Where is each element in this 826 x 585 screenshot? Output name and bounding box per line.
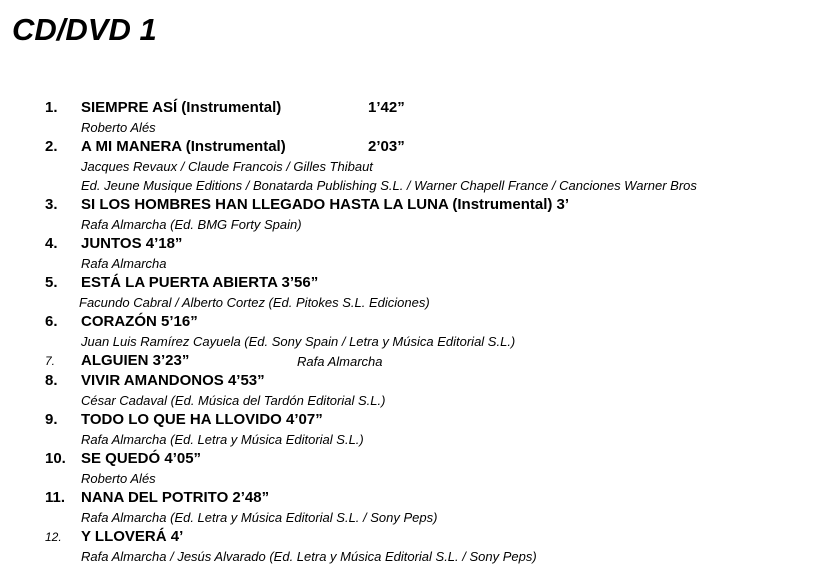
track-header [0,351,826,371]
track-credit: Facundo Cabral / Alberto Cortez (Ed. Pitokes S.L. Ediciones) [79,295,430,310]
track-item [0,527,826,566]
track-credit: Jacques Revaux / Claude Francois / Gilles Thibaut [81,159,373,174]
track-credit: Rafa Almarcha [297,354,383,369]
track-item [0,234,826,273]
track-title: CORAZÓN 5’16” [81,313,198,330]
track-item [0,351,826,371]
track-title: A MI MANERA (Instrumental) [81,138,286,155]
track-title: JUNTOS 4’18” [81,235,183,252]
track-item [0,449,826,488]
track-number: 11. [45,489,66,506]
track-credit: Rafa Almarcha (Ed. Letra y Música Editorial S.L. / Sony Peps) [81,510,438,525]
track-credit: Juan Luis Ramírez Cayuela (Ed. Sony Spain / Letra y Música Editorial S.L.) [81,334,516,349]
track-item [0,371,826,410]
track-header [0,527,826,547]
track-number: 10. [45,450,66,467]
track-credit: Roberto Alés [81,471,156,486]
track-item [0,137,826,195]
track-title: SI LOS HOMBRES HAN LLEGADO HASTA LA LUNA (Instrumental) 3’ [81,196,570,213]
track-header [0,273,826,293]
track-publisher: Ed. Jeune Musique Editions / Bonatarda Publishing S.L. / Warner Chapell France / Canciones Warner Bros [81,178,697,193]
track-list [0,98,826,566]
track-item [0,195,826,234]
track-number: 9. [45,411,58,428]
track-header [0,449,826,469]
track-number: 7. [45,354,56,368]
track-credit: Rafa Almarcha [81,256,167,271]
track-item [0,488,826,527]
track-title: Y LLOVERÁ 4’ [81,528,184,545]
track-header [0,98,826,118]
track-item [0,273,826,312]
track-number: 6. [45,313,58,330]
track-number: 2. [45,138,58,155]
page-title: CD/DVD 1 [12,12,157,47]
track-title: SIEMPRE ASÍ (Instrumental) [81,99,282,116]
track-title: NANA DEL POTRITO 2’48” [81,489,270,506]
track-header [0,137,826,157]
track-credit: Rafa Almarcha / Jesús Alvarado (Ed. Letra y Música Editorial S.L. / Sony Peps) [81,549,537,564]
track-title: SE QUEDÓ 4’05” [81,450,202,467]
track-item [0,410,826,449]
track-header [0,410,826,430]
track-item [0,98,826,137]
track-number: 8. [45,372,58,389]
track-header [0,371,826,391]
track-header [0,234,826,254]
track-header [0,195,826,215]
track-title: TODO LO QUE HA LLOVIDO 4’07” [81,411,323,428]
track-title: VIVIR AMANDONOS 4’53” [81,372,265,389]
track-number: 12. [45,530,62,544]
track-credit: Roberto Alés [81,120,156,135]
track-credit: Rafa Almarcha (Ed. Letra y Música Editorial S.L.) [81,432,364,447]
track-header [0,488,826,508]
track-number: 5. [45,274,58,291]
track-number: 1. [45,99,58,116]
track-credit: César Cadaval (Ed. Música del Tardón Editorial S.L.) [81,393,386,408]
track-header [0,312,826,332]
track-item [0,312,826,351]
track-number: 4. [45,235,58,252]
track-duration: 1’42” [368,99,405,116]
track-title: ALGUIEN 3’23” [81,352,190,369]
track-title: ESTÁ LA PUERTA ABIERTA 3’56” [81,274,319,291]
track-duration: 2’03” [368,138,405,155]
track-number: 3. [45,196,58,213]
track-credit: Rafa Almarcha (Ed. BMG Forty Spain) [81,217,302,232]
